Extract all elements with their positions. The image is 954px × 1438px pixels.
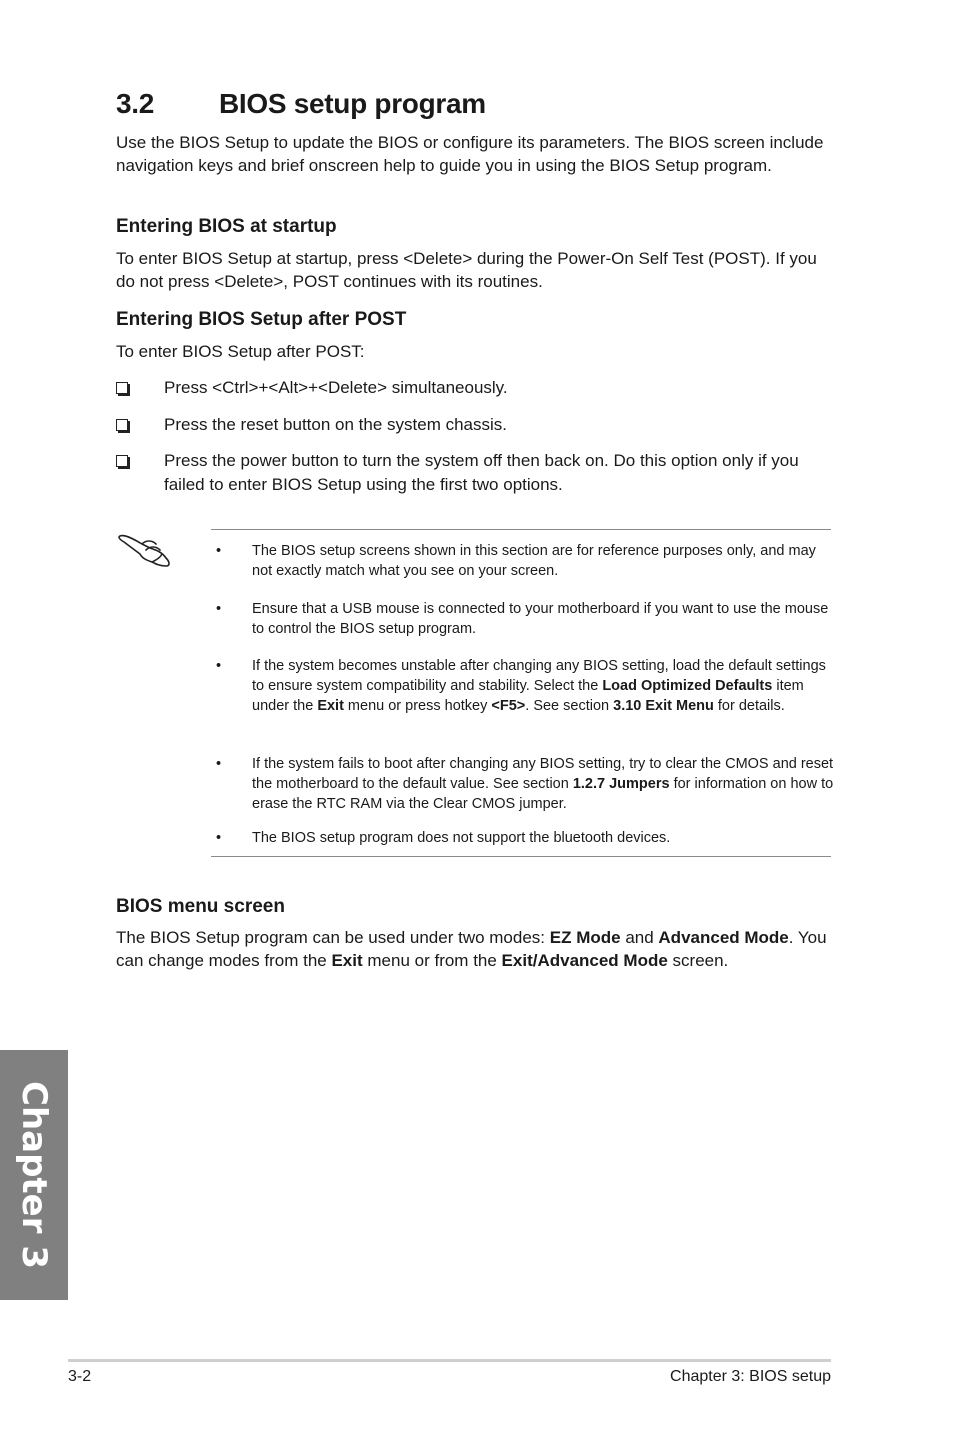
checkbox-bullet-icon: [116, 455, 128, 467]
note-text: The BIOS setup program does not support the bluetooth devices.: [252, 830, 671, 846]
note-text: If the system fails to boot after changing any BIOS setting, try to clear the CMOS and reset the motherboard to the default value. See section 1.2.7 Jumpers for information on how to erase the RTC RAM via the Clear CMOS jumper.: [252, 756, 834, 812]
note-text: Ensure that a USB mouse is connected to your motherboard if you want to use the mouse to control the BIOS setup program.: [252, 601, 829, 637]
after-post-heading: Entering BIOS Setup after POST: [116, 309, 407, 330]
list-item-text: Press the reset button on the system chassis.: [164, 415, 507, 434]
bullet-dot: •: [216, 543, 222, 559]
list-item-text: Press <Ctrl>+<Alt>+<Delete> simultaneously.: [164, 378, 508, 397]
chapter-side-tab: [0, 1050, 68, 1300]
list-item-text: Press the power button to turn the system off then back on. Do this option only if you failed to enter BIOS Setup using the first two options.: [164, 451, 799, 494]
note-text: If the system becomes unstable after changing any BIOS setting, load the default settings to ensure system compatibility and stability. Select the Load Optimized Defaults item under the Exit menu or press hotkey <F5>. See section 3.10 Exit Menu for details.: [252, 658, 826, 714]
note-text: The BIOS setup screens shown in this section are for reference purposes only, and may not exactly match what you see on your screen.: [252, 543, 816, 579]
chapter-tab-label: Chapter 3: [14, 1080, 54, 1270]
bullet-dot: •: [216, 601, 222, 617]
bullet-dot: •: [216, 756, 222, 772]
after-post-lead: To enter BIOS Setup after POST:: [116, 342, 365, 361]
footer-rule: [68, 1359, 831, 1362]
intro-paragraph: Use the BIOS Setup to update the BIOS or configure its parameters. The BIOS screen include navigation keys and brief onscreen help to guide you in using the BIOS Setup program.: [116, 133, 824, 175]
pointing-hand-icon: [116, 528, 174, 568]
bullet-dot: •: [216, 658, 222, 674]
bullet-dot: •: [216, 830, 222, 846]
checkbox-bullet-icon: [116, 419, 128, 431]
section-title: BIOS setup program: [219, 88, 486, 119]
footer-chapter-title: Chapter 3: BIOS setup: [670, 1368, 831, 1385]
startup-paragraph: To enter BIOS Setup at startup, press <Delete> during the Power-On Self Test (POST). If you do not press <Delete>, POST continues with its routines.: [116, 249, 817, 291]
note-bottom-rule: [211, 856, 831, 857]
startup-heading: Entering BIOS at startup: [116, 216, 337, 237]
section-heading: [116, 88, 486, 120]
note-top-rule: [211, 529, 831, 530]
checkbox-bullet-icon: [116, 382, 128, 394]
menu-screen-paragraph: The BIOS Setup program can be used under two modes: EZ Mode and Advanced Mode. You can change modes from the Exit menu or from the Exit/Advanced Mode screen.: [116, 928, 827, 970]
page-number: 3-2: [68, 1368, 92, 1385]
section-number: 3.2: [116, 88, 155, 119]
menu-screen-heading: BIOS menu screen: [116, 896, 285, 917]
